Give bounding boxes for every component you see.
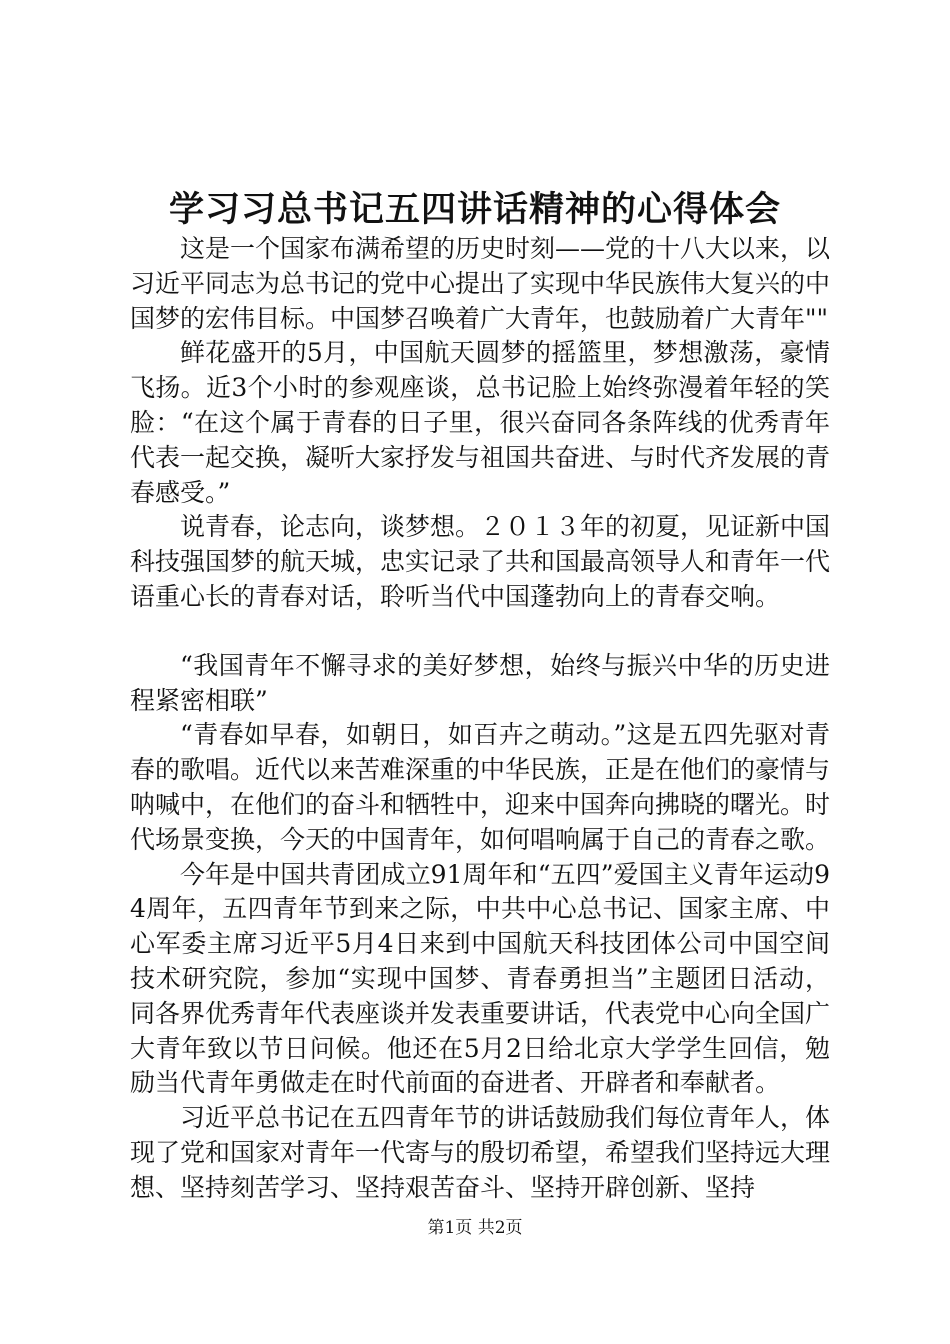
paragraph-2: 鲜花盛开的5月，中国航天圆梦的摇篮里，梦想激荡，豪情飞扬。近3个小时的参观座谈，总书记脸上始终弥漫着年轻的笑脸：“在这个属于青春的日子里，很兴奋同各条阵线的优秀青年代表一起交换，凝听大家抒发与祖国共奋进、与时代齐发展的青春感受。” xyxy=(130,338,831,507)
paragraph-3: 说青春，论志向，谈梦想。２０１３年的初夏，见证新中国科技强国梦的航天城，忠实记录了共和国最高领导人和青年一代语重心长的青春对话，聆听当代中国蓬勃向上的青春交响。 xyxy=(130,512,831,611)
page-footer: 第1页 共2页 xyxy=(427,1218,523,1238)
paragraph-6: 今年是中国共青团成立91周年和“五四”爱国主义青年运动94周年，五四青年节到来之际，中共中心总书记、国家主席、中心军委主席习近平5月4日来到中国航天科技团体公司中国空间技术研究院，参加“实现中国梦、青春勇担当”主题团日活动，同各界优秀青年代表座谈并发表重要讲话，代表党中心向全国广大青年致以节日问候。他还在5月2日给北京大学学生回信，勉励当代青年勇做走在时代前面的奋进者、开辟者和奉献者。 xyxy=(130,859,831,1098)
document-body xyxy=(130,232,830,1206)
paragraph-7: 习近平总书记在五四青年节的讲话鼓励我们每位青年人，体现了党和国家对青年一代寄与的殷切希望，希望我们坚持远大理想、坚持刻苦学习、坚持艰苦奋斗、坚持开辟创新、坚持 xyxy=(130,1103,831,1202)
paragraph-1: 这是一个国家布满希望的历史时刻——党的十八大以来，以习近平同志为总书记的党中心提出了实现中华民族伟大复兴的中国梦的宏伟目标。中国梦召唤着广大青年，也鼓励着广大青年"" xyxy=(130,234,831,333)
paragraph-4: “我国青年不懈寻求的美好梦想，始终与振兴中华的历史进程紧密相联” xyxy=(130,650,830,715)
document-title: 学习习总书记五四讲话精神的心得体会 xyxy=(168,189,781,230)
paragraph-5: “青春如早春，如朝日，如百卉之萌动。”这是五四先驱对青春的歌唱。近代以来苦难深重的中华民族，正是在他们的豪情与呐喊中，在他们的奋斗和牺牲中，迎来中国奔向拂晓的曙光。时代场景变换，今天的中国青年，如何唱响属于自己的青春之歌。 xyxy=(130,720,831,854)
